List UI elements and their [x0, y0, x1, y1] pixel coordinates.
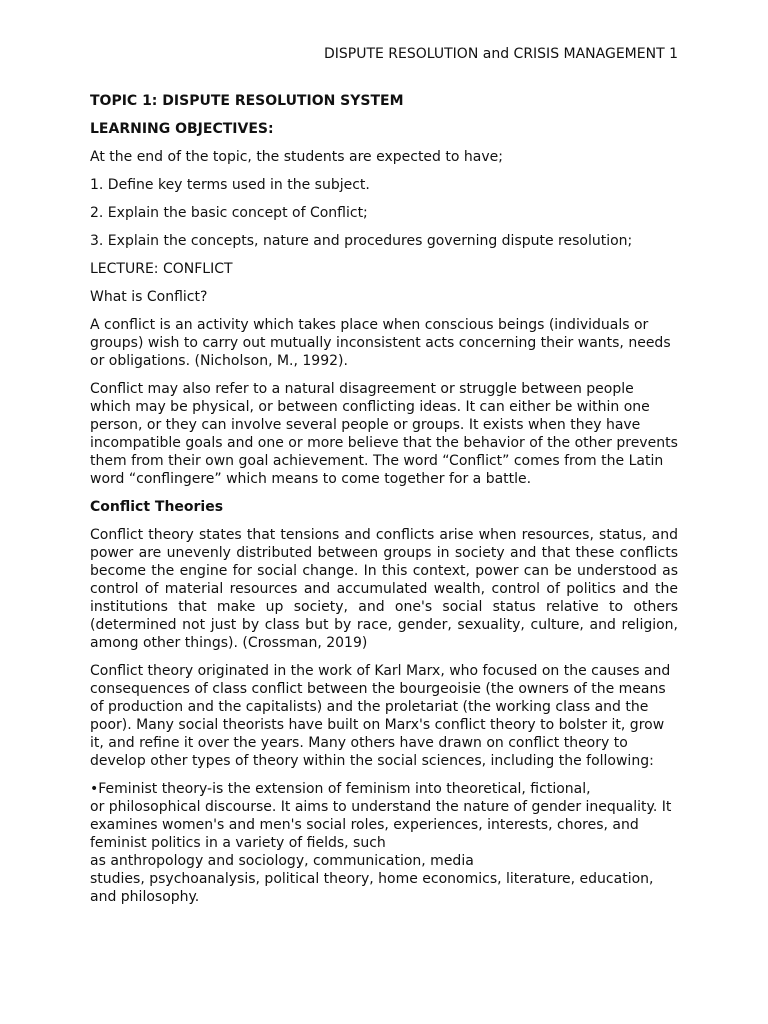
conflict-definition-paragraph: A conflict is an activity which takes place when conscious beings (individuals or groups) wish to carry out mutually inconsistent acts concerning their wants, needs or obligations. (Nicholson, M., 1992).	[90, 317, 671, 369]
bullet-line-4: studies, psychoanalysis, political theory, home economics, literature, education, and philosophy.	[90, 871, 654, 905]
marx-origin-paragraph: Conflict theory originated in the work of Karl Marx, who focused on the causes and consequences of class conflict between the bourgeoisie (the owners of the means of production and the capitalists) and the proletariat (the working class and the poor). Many social theorists have built on Marx's conflict theory to bolster it, grow it, and refine it over the years. Many others have drawn on conflict theory to develop other types of theory within the social sciences, including the following:	[90, 663, 671, 769]
bullet-line-1: Feminist theory-is the extension of feminism into theoretical, fictional,	[98, 781, 591, 797]
objective-item-3: 3. Explain the concepts, nature and procedures governing dispute resolution;	[90, 233, 633, 249]
theories-heading: Conflict Theories	[90, 499, 224, 515]
feminist-theory-bullet	[90, 780, 678, 906]
lecture-label: LECTURE: CONFLICT	[90, 261, 233, 277]
document-body	[90, 92, 678, 906]
objectives-heading: LEARNING OBJECTIVES:	[90, 121, 274, 137]
objectives-intro: At the end of the topic, the students are expected to have;	[90, 149, 503, 165]
lecture-question: What is Conflict?	[90, 289, 208, 305]
bullet-line-2: or philosophical discourse. It aims to understand the nature of gender inequality. It examines women's and men's social roles, experiences, interests, chores, and feminist politics in a variety of fields, such	[90, 799, 672, 851]
bullet-line-3: as anthropology and sociology, communication, media	[90, 853, 474, 869]
bullet-marker: •	[90, 781, 99, 797]
conflict-meaning-paragraph: Conflict may also refer to a natural disagreement or struggle between people which may be physical, or between conflicting ideas. It can either be within one person, or they can involve several people or groups. It exists when they have incompatible goals and one or more believe that the behavior of the other prevents them from their own goal achievement. The word “Conflict” comes from the Latin word “conflingere” which means to come together for a battle.	[90, 381, 678, 487]
conflict-theory-paragraph: Conflict theory states that tensions and conflicts arise when resources, status, and power are unevenly distributed between groups in society and that these conflicts become the engine for social change. In this context, power can be understood as control of material resources and accumulated wealth, control of politics and the institutions that make up society, and one's social status relative to others (determined not just by class but by race, gender, sexuality, culture, and religion, among other things). (Crossman, 2019)	[90, 527, 678, 651]
running-header: DISPUTE RESOLUTION and CRISIS MANAGEMENT 1	[323, 46, 678, 62]
objective-item-2: 2. Explain the basic concept of Conflict;	[90, 205, 368, 221]
objective-item-1: 1. Define key terms used in the subject.	[90, 177, 370, 193]
topic-title: TOPIC 1: DISPUTE RESOLUTION SYSTEM	[90, 93, 404, 109]
